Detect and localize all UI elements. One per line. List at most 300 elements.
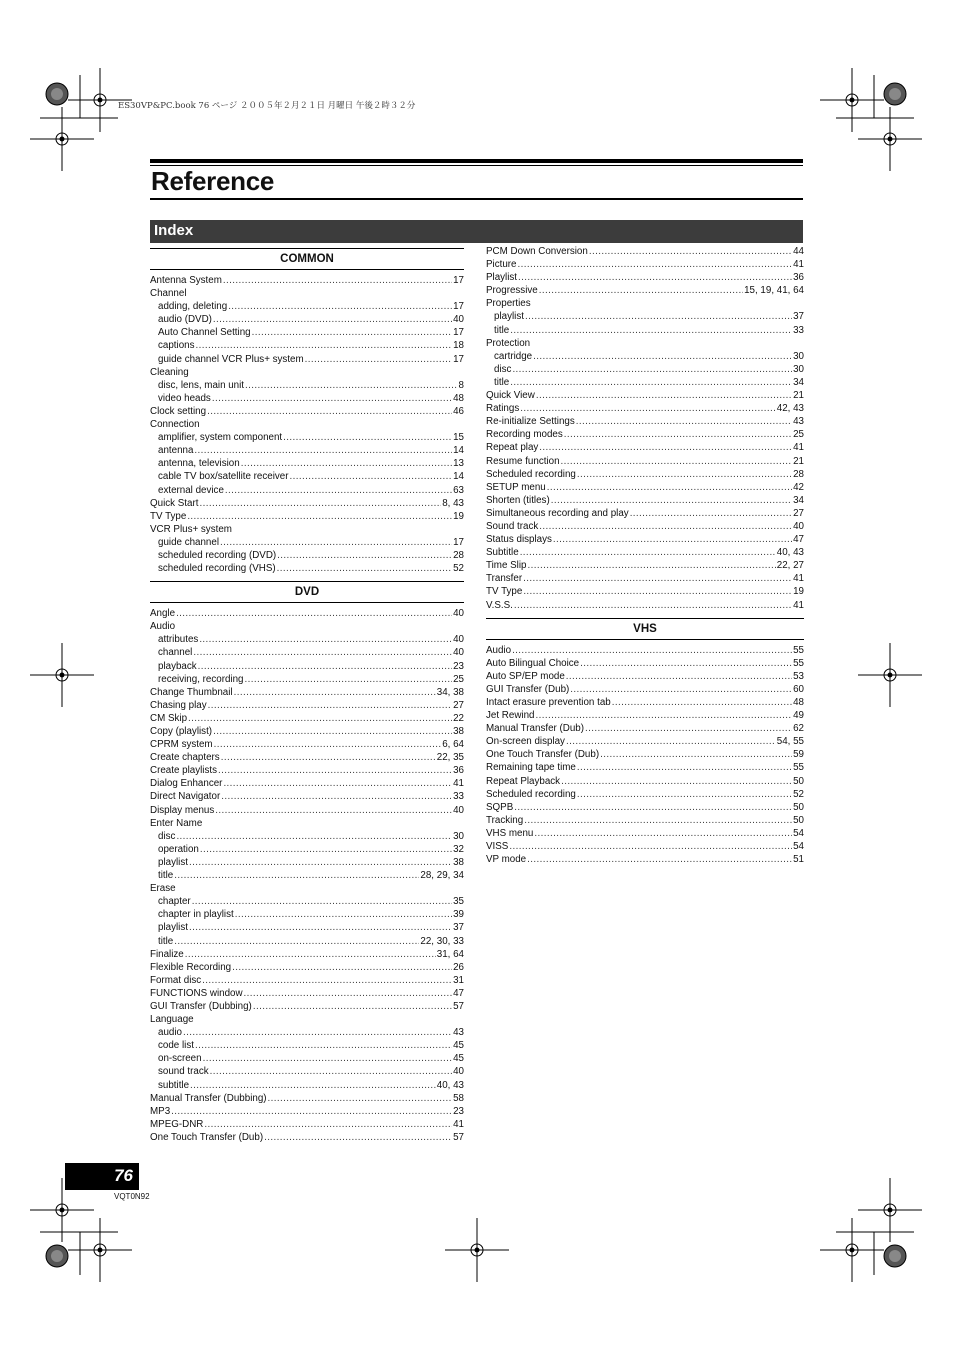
index-entry-label: Shorten (titles) [486,494,550,506]
index-entry-page: 36 [453,765,464,777]
dot-leader [305,353,452,366]
index-entry-label: Scheduled recording [486,788,576,800]
index-subentry [486,350,804,363]
index-entry-page: 42, 43 [776,403,804,415]
dot-leader [223,274,452,287]
index-entry [150,607,464,620]
index-subentry [150,869,464,882]
index-entry-page: 48 [793,697,804,708]
index-entry-label: on-screen [158,1053,202,1065]
index-subentry [486,310,804,323]
index-entry [486,245,804,258]
dot-leader [213,725,452,738]
index-entry-page: 47 [453,987,464,999]
index-entry-page: 55 [793,644,804,656]
index-entry-label: Picture [486,259,517,271]
index-entry [150,1092,464,1105]
index-entry-label: video heads [158,392,211,404]
index-entry-label: subtitle [158,1079,190,1091]
dot-leader [539,520,792,533]
index-entry-label: Dialog Enhancer [150,778,223,790]
index-entry-page: 17 [453,353,464,365]
index-entry [486,284,804,297]
dot-leader [600,748,792,761]
index-entry-page: 58 [453,1092,464,1104]
index-entry [150,804,464,817]
dot-leader [210,1065,452,1078]
index-entry-label: amplifier, system component [158,432,283,444]
index-entry [486,297,804,310]
index-entry-label: Remaining tape time [486,762,576,774]
index-entry-label: adding, deleting [158,301,228,313]
dot-leader [523,585,792,598]
index-subentry [150,353,464,366]
index-entry-page: 14 [453,445,464,457]
index-entry-label: VCR Plus+ system [150,523,232,535]
index-entry-page: 40 [453,314,464,326]
index-entry-page: 31, 64 [436,948,464,960]
index-entry-label: Jet Rewind [486,710,535,722]
index-entry-label: Auto Channel Setting [158,327,251,339]
index-entry-label: Repeat play [486,442,539,454]
index-entry-label: antenna, television [158,458,240,470]
page-title: Reference [151,166,275,196]
index-entry-label: Time Slip [486,560,527,572]
index-subentry [486,363,804,376]
index-entry-label: Angle [150,608,176,620]
index-entry-label: CM Skip [150,712,188,724]
index-entry-page: 19 [793,586,804,598]
dot-leader [525,310,792,323]
print-header-file-info: ES30VP&PC.book 76 ページ ２００５年２月２１日 月曜日 午後２時３２分 [118,101,416,111]
index-entry [150,497,464,510]
index-entry-label: Connection [150,419,200,431]
index-entry [486,814,804,827]
index-entry-page: 23 [453,1105,464,1117]
index-subentry [150,830,464,843]
index-section-heading: COMMON [150,248,464,270]
index-entry-page: 40 [453,608,464,620]
index-entry-label: playlist [158,922,188,934]
index-entry-page: 38 [453,856,464,868]
index-entry-page: 55 [793,657,804,669]
index-entry [486,853,804,866]
dot-leader [189,921,452,934]
index-entry-page: 40 [453,634,464,646]
dot-leader [176,607,452,620]
dot-leader [551,494,792,507]
dot-leader [264,1131,452,1144]
dot-leader [187,510,452,523]
dot-leader [527,559,775,572]
index-entry-page: 40 [793,520,804,532]
dot-leader [514,599,792,612]
index-section-heading: VHS [486,618,804,640]
page-number: 76 [114,1166,133,1185]
index-entry-page: 23 [453,660,464,672]
dot-leader [188,712,452,725]
index-entry-page: 40, 43 [776,547,804,559]
index-entry-label: FUNCTIONS window [150,987,243,999]
index-entry-label: cable TV box/satellite receiver [158,471,289,483]
index-subentry [150,562,464,575]
index-subentry [150,673,464,686]
index-entry-label: GUI Transfer (Dub) [486,683,570,695]
index-entry-page: 40 [453,1066,464,1078]
dot-leader [533,350,792,363]
index-entry [486,644,804,657]
dot-leader [509,840,792,853]
index-entry-page: 22, 35 [436,752,464,764]
dot-leader [200,843,452,856]
index-entry-label: audio (DVD) [158,314,212,326]
index-entry-page: 45 [453,1053,464,1065]
index-entry-page: 48 [453,392,464,404]
index-entry-page: 62 [793,723,804,735]
index-entry-label: title [158,870,174,882]
index-entry-label: Transfer [486,573,523,585]
index-subentry [150,457,464,470]
index-subentry [486,376,804,389]
index-entry-label: Manual Transfer (Dubbing) [150,1092,267,1104]
index-entry-label: Scheduled recording [486,468,576,480]
index-subentry [150,1079,464,1092]
index-entry [150,510,464,523]
dot-leader [215,804,452,817]
dot-leader [241,457,452,470]
index-entry-page: 25 [793,429,804,441]
index-entry-label: external device [158,484,224,496]
index-entry [150,1105,464,1118]
index-entry-label: Create playlists [150,765,217,777]
index-entry-label: scheduled recording (VHS) [158,563,276,575]
index-entry [486,468,804,481]
dot-leader [510,324,792,337]
dot-leader [268,1092,453,1105]
index-subentry [150,633,464,646]
index-entry [486,696,804,709]
dot-leader [220,536,452,549]
dot-leader [207,405,452,418]
index-entry [486,389,804,402]
index-entry-label: Channel [150,288,187,300]
dot-leader [234,686,436,699]
index-subentry [150,431,464,444]
index-entry-label: Audio [486,644,512,656]
index-entry-page: 13 [453,458,464,470]
index-entry-label: SETUP menu [486,481,546,493]
index-entry-page: 27 [793,507,804,519]
dot-leader [589,245,792,258]
index-entry [486,428,804,441]
index-entry-page: 22 [453,712,464,724]
index-entry-label: SQPB [486,801,514,813]
index-entry-label: Recording modes [486,429,563,441]
index-entry-page: 41 [793,259,804,271]
index-entry-label: guide channel [158,536,220,548]
dot-leader [244,987,453,1000]
dot-leader [223,777,452,790]
dot-leader [199,633,452,646]
index-entry [486,441,804,454]
index-entry [486,533,804,546]
index-subentry [150,908,464,921]
dot-leader [553,533,792,546]
index-entry-page: 41 [453,778,464,790]
index-entry [486,801,804,814]
dot-leader [195,1039,452,1052]
index-entry-label: Auto Bilingual Choice [486,657,580,669]
index-entry-label: audio [158,1027,182,1039]
dot-leader [198,660,452,673]
index-entry-label: V.S.S. [486,599,513,611]
dot-leader [539,441,792,454]
index-entry-page: 22, 27 [776,560,804,572]
dot-leader [277,562,452,575]
index-entry-page: 54 [793,841,804,853]
index-entry [150,274,464,287]
index-subentry [150,1065,464,1078]
dot-leader [514,801,792,814]
title-rule-bottom [150,198,803,200]
index-entry [486,546,804,559]
index-entry [486,572,804,585]
index-entry [486,722,804,735]
index-entry-page: 21 [793,390,804,402]
index-entry-page: 41 [793,573,804,585]
index-entry [150,764,464,777]
index-entry-page: 37 [793,311,804,323]
index-entry-page: 14 [453,471,464,483]
index-entry-label: Status displays [486,534,552,546]
dot-leader [202,974,452,987]
index-entry-page: 19 [453,510,464,522]
index-entry-label: cartridge [494,350,533,362]
index-entry-page: 34, 38 [436,686,464,698]
index-entry-label: sound track [158,1066,209,1078]
index-entry [150,405,464,418]
index-entry [150,686,464,699]
dot-leader [232,961,452,974]
dot-leader [561,455,793,468]
index-entry-page: 41 [793,442,804,454]
dot-leader [577,788,792,801]
index-entry-label: TV Type [486,586,523,598]
dot-leader [221,751,436,764]
dot-leader [547,481,792,494]
index-subentry [150,549,464,562]
index-entry-page: 18 [453,340,464,352]
index-entry-label: Manual Transfer (Dub) [486,723,585,735]
index-entry-label: VP mode [486,854,527,866]
index-entry-page: 57 [453,1000,464,1012]
index-entry-label: disc, lens, main unit [158,379,245,391]
dot-leader [252,326,453,339]
index-entry [486,761,804,774]
index-entry-label: Subtitle [486,547,519,559]
index-entry [486,337,804,350]
index-entry-page: 15 [453,432,464,444]
index-entry-label: Flexible Recording [150,961,232,973]
index-subentry [150,392,464,405]
index-entry-page: 17 [453,301,464,313]
index-entry-label: One Touch Transfer (Dub) [486,749,600,761]
index-entry [486,271,804,284]
index-entry [486,481,804,494]
index-subentry [150,536,464,549]
index-entry-label: Properties [486,298,531,310]
index-entry [150,1118,464,1131]
dot-leader [535,709,792,722]
index-entry-label: One Touch Transfer (Dub) [150,1131,264,1143]
index-entry [150,1013,464,1026]
dot-leader [518,258,793,271]
dot-leader [193,646,452,659]
index-subentry [150,660,464,673]
dot-leader [174,869,419,882]
document-code: VQT0N92 [114,1192,150,1201]
dot-leader [518,271,792,284]
index-entry [486,709,804,722]
index-entry-label: MPEG-DNR [150,1118,204,1130]
index-entry-page: 59 [793,749,804,761]
dot-leader [520,402,776,415]
index-entry-page: 8, 43 [442,497,464,509]
index-subentry [150,856,464,869]
index-entry-label: CPRM system [150,739,213,751]
dot-leader [203,1052,453,1065]
index-entry-page: 39 [453,909,464,921]
index-column-left [150,248,464,1144]
index-entry-page: 30 [793,350,804,362]
index-entry [150,620,464,633]
dot-leader [585,722,792,735]
index-entry-page: 54 [793,827,804,839]
dot-leader [199,497,441,510]
index-entry-page: 49 [793,710,804,722]
index-entry-label: Language [150,1014,194,1026]
index-entry-page: 55 [793,762,804,774]
index-entry-label: Intact erasure prevention tab [486,697,611,708]
dot-leader [566,670,792,683]
index-subentry [486,324,804,337]
index-entry [486,415,804,428]
index-entry-page: 40 [453,804,464,816]
index-entry-label: On-screen display [486,736,565,748]
index-entry-page: 27 [453,699,464,711]
index-entry [486,683,804,696]
index-entry-page: 40 [453,647,464,659]
dot-leader [176,830,452,843]
index-entry [486,840,804,853]
index-subentry [150,1052,464,1065]
index-entry-page: 46 [453,405,464,417]
index-subentry [150,921,464,934]
index-entry-label: captions [158,340,195,352]
index-subentry [150,339,464,352]
index-subentry [150,935,464,948]
dot-leader [580,657,792,670]
index-entry [150,1000,464,1013]
dot-leader [235,908,452,921]
index-entry-label: Chasing play [150,699,207,711]
dot-leader [510,376,792,389]
index-entry-label: Quick View [486,390,535,402]
index-entry-label: Display menus [150,804,215,816]
dot-leader [576,415,792,428]
dot-leader [212,392,452,405]
dot-leader [561,775,792,788]
dot-leader [566,735,776,748]
dot-leader [225,484,452,497]
index-entry-page: 34 [793,376,804,388]
dot-leader [218,764,452,777]
index-entry-page: 33 [453,791,464,803]
index-entry [486,402,804,415]
dot-leader [228,300,452,313]
index-entry [150,712,464,725]
index-entry [486,494,804,507]
index-entry-label: Tracking [486,814,524,826]
dot-leader [213,313,452,326]
dot-leader [534,827,792,840]
index-entry [150,1131,464,1144]
index-entry [486,775,804,788]
index-entry [486,788,804,801]
index-entry-page: 35 [453,896,464,908]
index-entry [150,523,464,536]
index-entry [150,738,464,751]
index-entry-label: Simultaneous recording and play [486,507,629,519]
index-entry [486,520,804,533]
dot-leader [214,738,442,751]
index-entry [150,699,464,712]
index-entry-label: disc [158,830,176,842]
index-entry-label: Enter Name [150,817,203,829]
index-entry-page: 44 [793,246,804,257]
index-entry-page: 31 [453,974,464,986]
dot-leader [253,1000,452,1013]
index-entry-label: receiving, recording [158,673,244,685]
index-entry-page: 45 [453,1040,464,1052]
index-subentry [150,313,464,326]
index-entry [150,287,464,300]
dot-leader [194,444,452,457]
index-entry-page: 32 [453,843,464,855]
dot-leader [196,339,453,352]
index-entry-label: title [158,935,174,947]
dot-leader [192,895,452,908]
index-subentry [150,646,464,659]
index-entry [150,948,464,961]
index-entry [150,987,464,1000]
index-entry-page: 47 [793,534,804,546]
dot-leader [520,546,776,559]
index-entry [486,670,804,683]
index-entry-page: 63 [453,484,464,496]
index-entry-page: 22, 30, 33 [420,935,464,947]
index-entry-page: 15, 19, 41, 64 [744,285,804,297]
index-entry [150,817,464,830]
index-entry-page: 42 [793,481,804,493]
index-section-heading: DVD [150,581,464,603]
index-entry [150,418,464,431]
index-entry-page: 57 [453,1131,464,1143]
dot-leader [564,428,792,441]
index-entry [150,882,464,895]
index-entry-label: TV Type [150,510,187,522]
dot-leader [612,696,792,709]
